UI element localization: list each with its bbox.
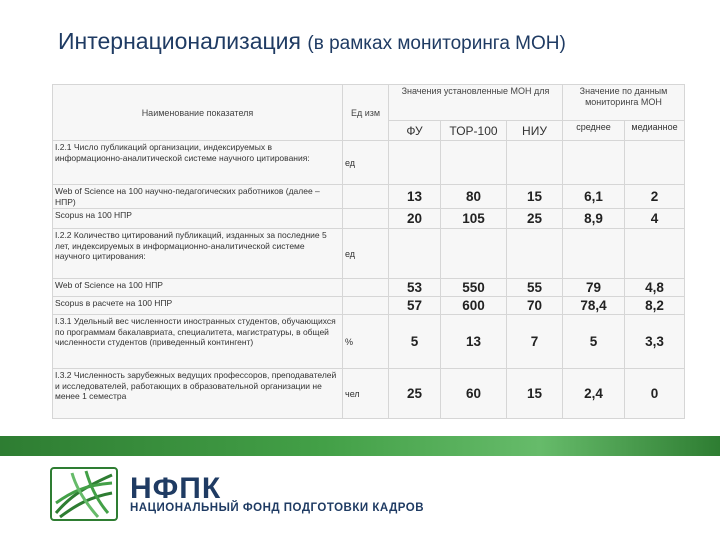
value-cell: 550 — [441, 279, 507, 297]
value-cell: 79 — [563, 279, 625, 297]
value-cell: 3,3 — [625, 315, 685, 369]
indicator-label: I.3.2 Численность зарубежных ведущих профессоров, преподавателей и исследователей, работающих в образовательной организации не менее 1 семестра — [53, 369, 343, 419]
indicators-table — [52, 84, 685, 419]
value-cell: 13 — [441, 315, 507, 369]
value-cell: 600 — [441, 297, 507, 315]
value-cell: 78,4 — [563, 297, 625, 315]
table-row — [53, 185, 685, 209]
mon-values-header: Значения установленные МОН для — [389, 85, 563, 121]
unit-cell: чел — [343, 369, 389, 419]
table-row — [53, 209, 685, 229]
logo-tagline: НАЦИОНАЛЬНЫЙ ФОНД ПОДГОТОВКИ КАДРОВ — [130, 502, 425, 514]
value-cell: 5 — [389, 315, 441, 369]
value-cell: 105 — [441, 209, 507, 229]
value-cell: 4,8 — [625, 279, 685, 297]
indicator-header: Наименование показателя — [53, 85, 343, 141]
value-cell: 70 — [507, 297, 563, 315]
indicator-label: Web of Science на 100 научно-педагогических работников (далее – НПР) — [53, 185, 343, 209]
value-cell: 25 — [507, 209, 563, 229]
value-cell: 6,1 — [563, 185, 625, 209]
unit-header: Ед изм — [343, 85, 389, 141]
table-row — [53, 279, 685, 297]
value-cell: 7 — [507, 315, 563, 369]
table-row — [53, 297, 685, 315]
value-cell: 55 — [507, 279, 563, 297]
indicator-label: I.3.1 Удельный вес численности иностранных студентов, обучающихся по программам бакалавриата, специалитета, магистратуры, в общей численности студентов (приведенный контингент) — [53, 315, 343, 369]
header-row-1 — [53, 85, 685, 121]
col-header-niu: НИУ — [507, 121, 563, 141]
value-cell: 0 — [625, 369, 685, 419]
col-header-median: медианное — [625, 121, 685, 141]
value-cell: 2 — [625, 185, 685, 209]
value-cell: 20 — [389, 209, 441, 229]
table-row — [53, 229, 685, 279]
unit-cell: ед — [343, 229, 389, 279]
indicator-label: Scopus в расчете на 100 НПР — [53, 297, 343, 315]
value-cell: 15 — [507, 185, 563, 209]
unit-cell: % — [343, 315, 389, 369]
col-header-fu: ФУ — [389, 121, 441, 141]
title-subtitle: (в рамках мониторинга МОН) — [307, 33, 566, 54]
page-title — [58, 28, 566, 55]
table-row — [53, 369, 685, 419]
value-cell: 5 — [563, 315, 625, 369]
decorative-green-band — [0, 436, 720, 456]
value-cell: 60 — [441, 369, 507, 419]
col-header-top100: ТОР-100 — [441, 121, 507, 141]
section-title: I.2.1 Число публикаций организации, индексируемых в информационно-аналитической системе научного цитирования: — [53, 141, 343, 185]
value-cell: 13 — [389, 185, 441, 209]
value-cell: 80 — [441, 185, 507, 209]
indicator-label: Web of Science на 100 НПР — [53, 279, 343, 297]
title-main: Интернационализация — [58, 28, 301, 54]
nfpk-logo-icon — [50, 467, 118, 521]
table-row — [53, 141, 685, 185]
value-cell: 57 — [389, 297, 441, 315]
value-cell: 4 — [625, 209, 685, 229]
value-cell: 2,4 — [563, 369, 625, 419]
value-cell: 53 — [389, 279, 441, 297]
unit-cell: ед — [343, 141, 389, 185]
table-row — [53, 315, 685, 369]
logo-name: НФПК — [130, 472, 222, 505]
col-header-mean: среднее — [563, 121, 625, 141]
section-title: I.2.2 Количество цитирований публикаций, изданных за последние 5 лет, индексируемых в информационно-аналитической системе научного цитирования: — [53, 229, 343, 279]
value-cell: 8,2 — [625, 297, 685, 315]
value-cell: 8,9 — [563, 209, 625, 229]
monitoring-values-header: Значение по данным мониторинга МОН — [563, 85, 685, 121]
value-cell: 25 — [389, 369, 441, 419]
value-cell: 15 — [507, 369, 563, 419]
indicator-label: Scopus на 100 НПР — [53, 209, 343, 229]
